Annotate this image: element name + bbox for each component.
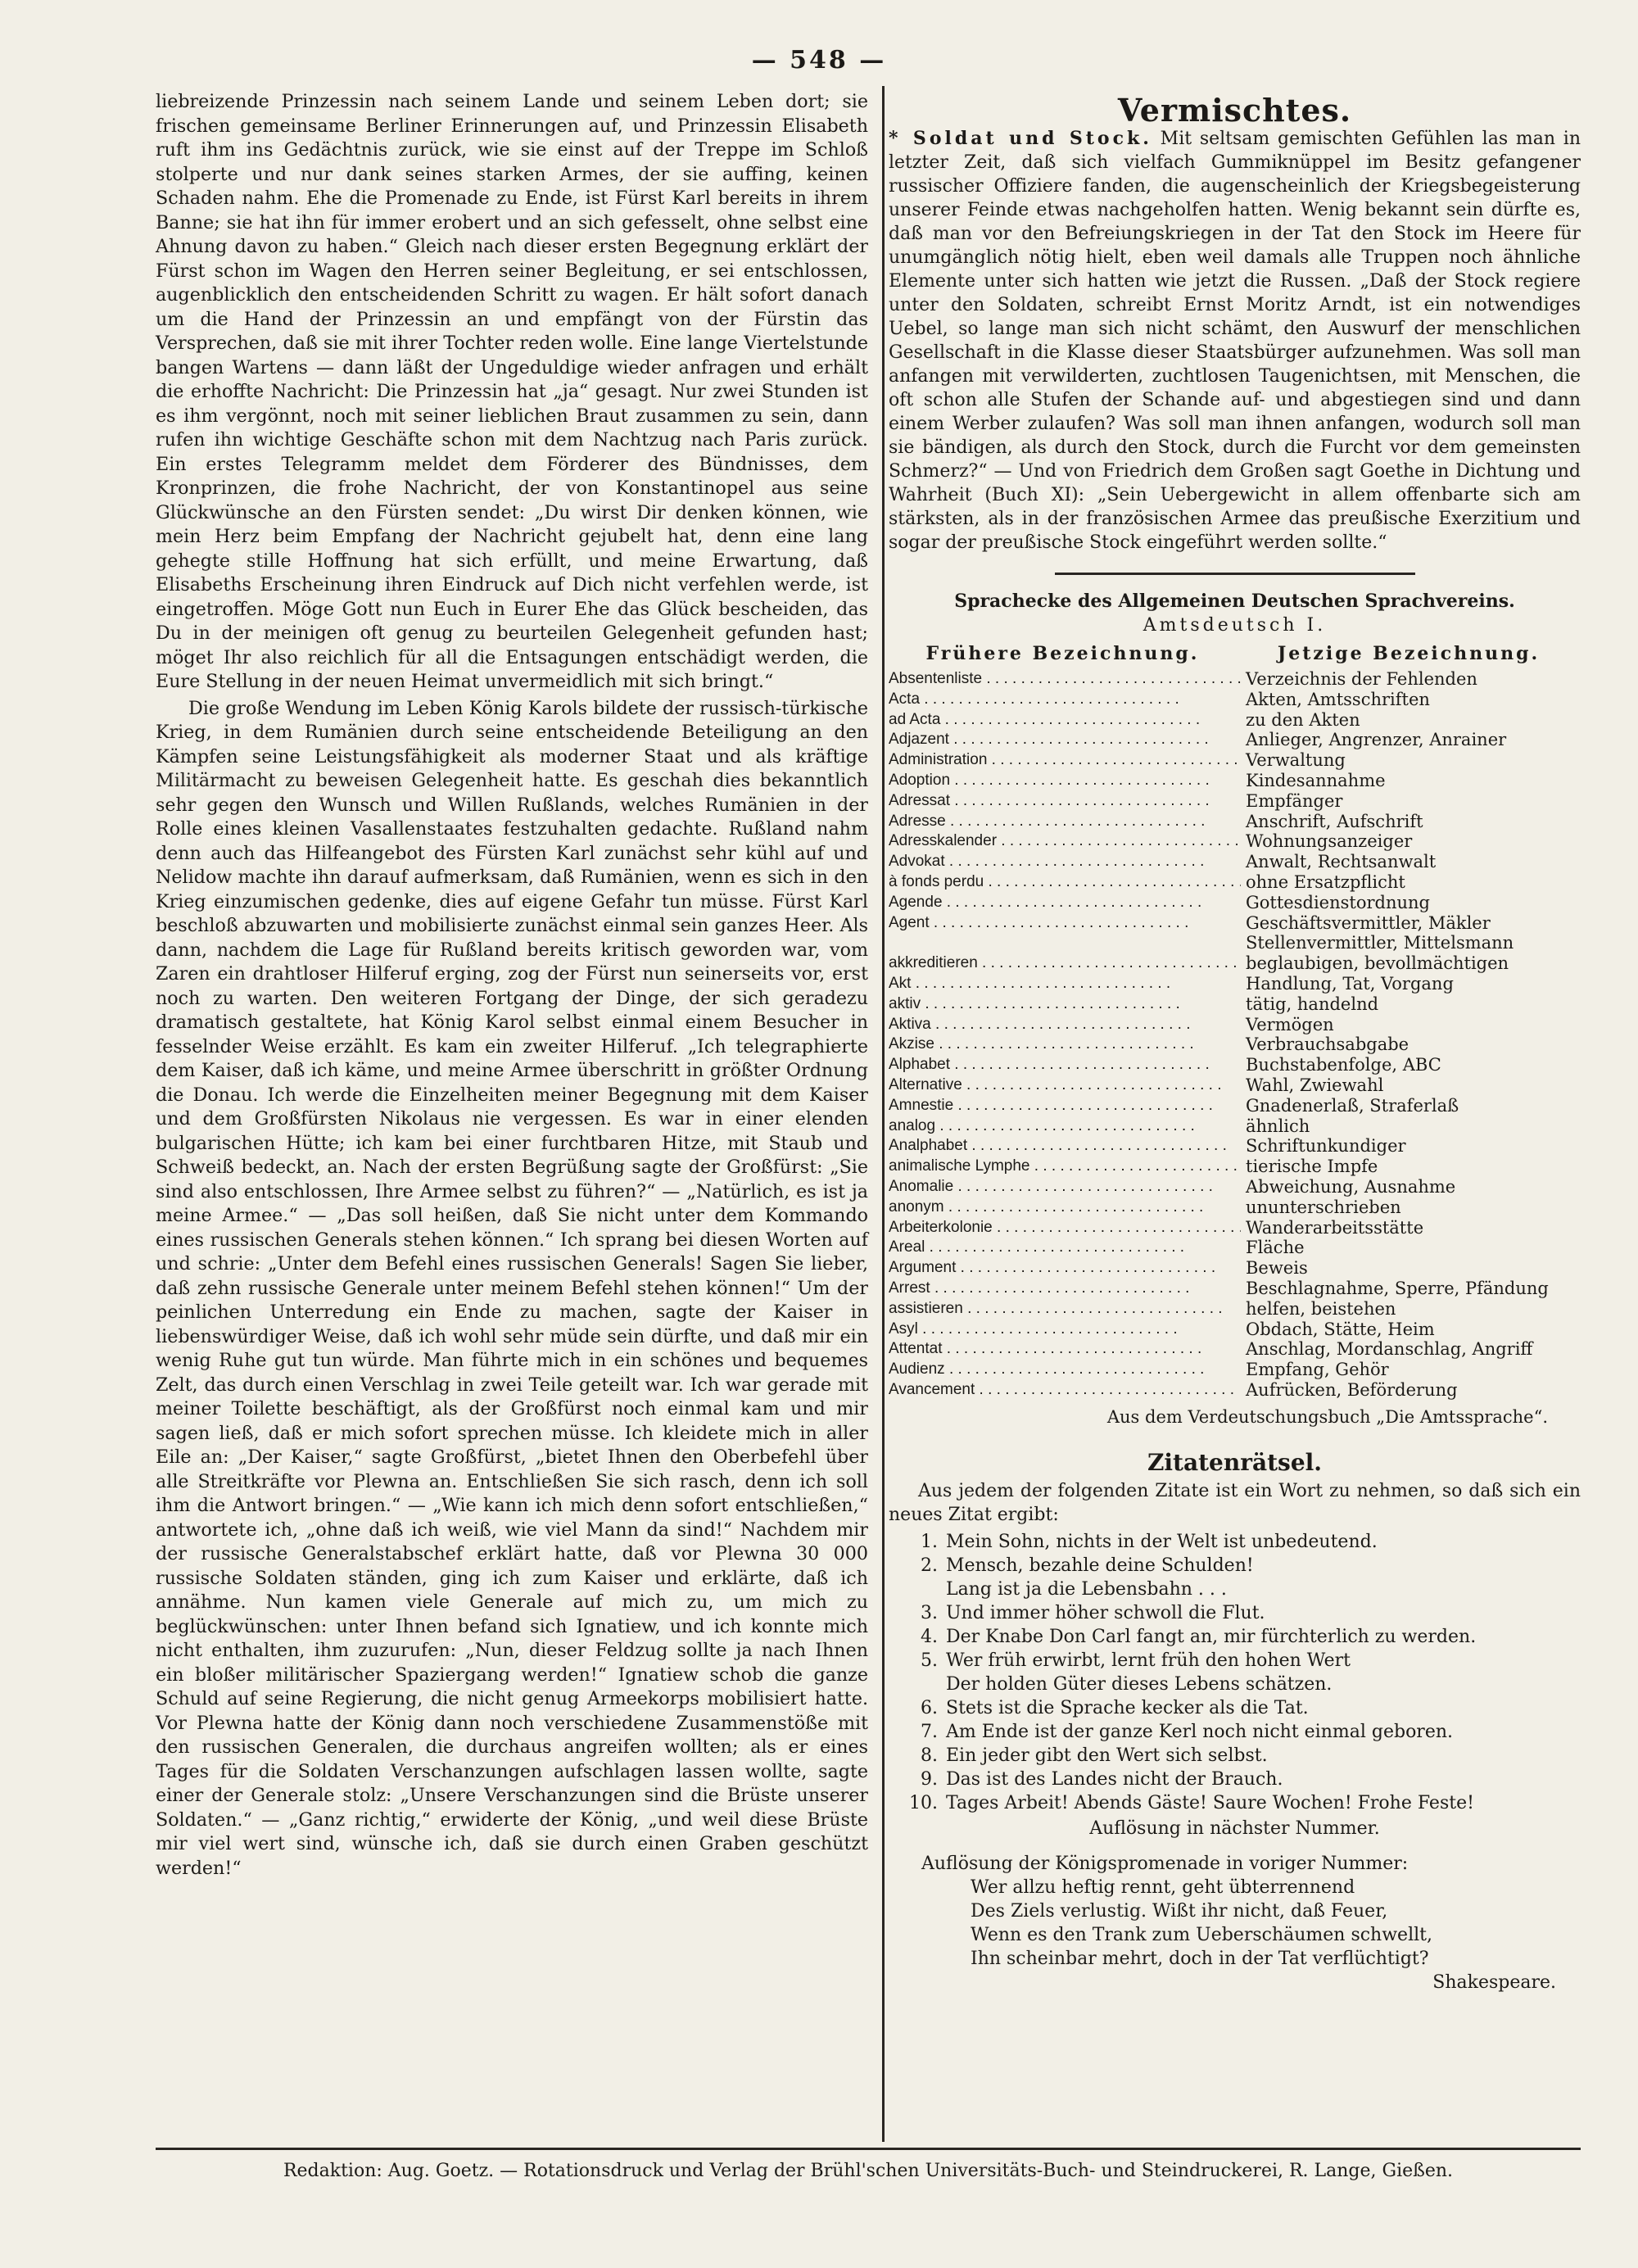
- vocab-new-term: helfen, beistehen: [1246, 1298, 1396, 1319]
- vocab-new-term: Anschlag, Mordanschlag, Angriff: [1246, 1339, 1533, 1360]
- vocab-old-term: Avancement . . .: [889, 1380, 1241, 1401]
- vermischtes-heading: Vermischtes.: [1117, 92, 1352, 129]
- vocab-new-term: Verwaltung: [1246, 750, 1346, 771]
- vocab-row: [889, 710, 1581, 731]
- article-paragraph: Die große Wendung im Leben König Karols bildete der russisch-türkische Krieg, in dem Rumänien durch seine entscheidende Beteiligung an den Kämpfen seine Leistungsfähigkeit als moderner Staat und als kräftige Militärmacht zu beweisen Gelegenheit hatte. Es geschah dies bekanntlich sehr gegen den Wunsch und Willen Rußlands, welches Rumänien in der Rolle eines kleinen Vasallenstaates festzuhalten gedachte. Rußland nahm denn auch das Hilfeangebot des Fürsten Karl zunächst sehr kühl auf und Nelidow machte ihn darauf aufmerksam, daß Rumänien, wenn es sich in den Krieg einzumischen gedenke, dies auf eigene Gefahr tun müsse. Fürst Karl beschloß abzuwarten und mobilisierte zunächst einmal sein ganzes Heer. Als dann, nachdem die Lage für Rußland bereits kritisch geworden war, vom Zaren ein drahtloser Hilferuf erging, zog der Fürst nun seinerseits vor, erst noch zu warten. Den weiteren Fortgang der Dinge, der sich geradezu dramatisch gestaltete, hat König Karol selbst einmal einem Besucher in fesselnder Weise erzählt. Es kam ein zweiter Hilferuf. „Ich telegraphierte dem Kaiser, daß ich käme, und meine Armee überschritt in größter Ordnung die Donau. Ich werde die Einzelheiten meiner Begegnung mit dem Kaiser und dem Großfürsten Nikolaus nie vergessen. Es war in einer elenden bulgarischen Hütte; ich kam bei einer furchtbaren Hitze, mit Staub und Schweiß bedeckt, an. Nach der ersten Begrüßung sagte der Großfürst: „Sie sind also entschlossen, Ihre Armee selbst zu führen?“ — „Natürlich, es ist ja meine Armee.“ — „Das soll heißen, daß Sie nicht unter dem Kommando eines russischen Generals stehen können.“ Ich sprang bei diesen Worten auf und schrie: „Unter dem Befehl eines russischen Generals! Sagen Sie lieber, daß zehn russische Generale unter meinem Befehl stehen können!“ Um der peinlichen Unterredung ein Ende zu machen, sagte der Kaiser in liebenswürdiger Weise, daß ich wohl sehr müde sein dürfte, und daß mir ein wenig Ruhe gut tun würde. Man führte mich in ein schönes und bequemes Zelt, das durch einen Verschlag in zwei Teile geteilt war. Ich war gerade mit meiner Toilette beschäftigt, als der Großfürst noch einmal kam und mir sagen ließ, daß er mich sofort sprechen müsse. Ich kleidete mich in aller Eile an: „Der Kaiser,“ sagte Großfürst, „bietet Ihnen den Oberbefehl über alle Streitkräfte vor Plewna an. Entschließen Sie sich rasch, denn ich soll ihm die Antwort bringen.“ — „Wie kann ich mich denn sofort entschließen,“ antwortete ich, „ohne daß ich weiß, wie viel Mann da sind!“ Nachdem mir der russische Generalstabschef erklärt hatte, daß vor Plewna 30 000 russische Soldaten ständen, ging ich zum Kaiser und erklärte, daß ich annähme. Nun kamen viele Generale auf mich zu, um mich zu beglückwünschen: unter Ihnen befand sich Ignatiew, und ich konnte mich nicht enthalten, ihm zuzurufen: „Nun, dieser Feldzug sollte ja nach Ihnen ein bloßer militärischer Spaziergang werden!“ Ignatiew schob die ganze Schuld auf seine Regierung, die nicht genug Armeekorps mobilisiert hatte. Vor Plewna hatte der König dann noch verschiedene Zusammenstöße mit den russischen Generalen, die durchaus angreifen wollten; als er eines Tages für die Soldaten Verschanzungen aufschlagen lassen wollte, sagte einer der Generale stolz: „Unsere Verschanzungen sind die Brüste unserer Soldaten.“ — „Ganz richtig,“ erwiderte der König, „und weil diese Brüste mir viel wert sind, wünsche ich, daß sie durch einen Graben geschützt werden!“: [156, 697, 868, 1879]
- vocab-old-term: Arrest . . .: [889, 1279, 1241, 1299]
- vocab-new-term: Vermögen: [1246, 1014, 1334, 1034]
- vocab-table: [889, 669, 1581, 1401]
- vocab-old-term: Agende . . .: [889, 893, 1241, 913]
- vocab-new-term: ähnlich: [1246, 1116, 1310, 1136]
- vocab-old-term: Adjazent . . .: [889, 730, 1241, 750]
- column-header-old: Frühere Bezeichnung.: [925, 643, 1200, 664]
- vermischtes-body: Mit seltsam gemischten Gefühlen las man in letzter Zeit, daß sich vielfach Gummiknüppel im Besitz gefangener russischer Offiziere fanden, die augenscheinlich der Kriegsbegeisterung unserer Feinde etwas nachgeholfen hatten. Wenig bekannt sein dürfte es, daß man vor den Befreiungskriegen in der Tat den Stock im Heere für unumgänglich nötig hielt, eben weil damals alle Truppen noch ähnliche Elemente unter sich hatten wie jetzt die Russen. „Daß der Stock regiere unter den Soldaten, schreibt Ernst Moritz Arndt, ist ein notwendiges Uebel, so lange man sich nicht schämt, den Auswurf der menschlichen Gesellschaft in die Klasse dieser Staatsbürger aufzunehmen. Was soll man anfangen mit verwilderten, zuchtlosen Taugenichtsen, mit Menschen, die oft schon alle Stufen der Schande auf- und abgestiegen sind und dann einem Werber zulaufen? Was soll man ihnen anfangen, wodurch soll man sie bändigen, als durch den Stock, durch die Furcht vor dem gemeinsten Schmerz?“ — Und von Friedrich dem Großen sagt Goethe in Dichtung und Wahrheit (Buch XI): „Sein Uebergewicht in allem offenbarte sich am stärksten, als in der französischen Armee das preußische Exerzitium und sogar der preußische Stock eingeführt werden sollte.“: [889, 129, 1581, 553]
- quote-text: Wer früh erwirbt, lernt früh den hohen Wert: [946, 1650, 1351, 1671]
- quote-text: Ein jeder gibt den Wert sich selbst.: [946, 1745, 1268, 1766]
- vocab-old-term: animalische Lymphe . . .: [889, 1157, 1241, 1177]
- quote-item: [889, 1768, 1581, 1791]
- vocab-new-term: beglaubigen, bevollmächtigen: [1246, 953, 1509, 974]
- quote-text: Am Ende ist der ganze Kerl noch nicht einmal geboren.: [946, 1721, 1454, 1742]
- footer-divider: [156, 2148, 1581, 2150]
- quote-list: [889, 1530, 1581, 1815]
- vocab-new-term: Verbrauchsabgabe: [1246, 1034, 1409, 1055]
- sprachecke-subheading: Amtsdeutsch I.: [1143, 615, 1327, 636]
- quote-number: 6.: [921, 1697, 938, 1718]
- article-paragraph: liebreizende Prinzessin nach seinem Lande und seinem Leben dort; sie frischen gemeinsame Berliner Erinnerungen auf, und Prinzessin Elisabeth ruft ihm ins Gedächtnis zurück, wie sie einst auf der Treppe im Schloß stolperte und nur dank seines starken Armes, der sie auffing, keinen Schaden nahm. Ehe die Promenade zu Ende, ist Fürst Karl bereits in ihrem Banne; sie hat ihn für immer erobert und an sich gefesselt, ohne selbst eine Ahnung davon zu haben.“ Gleich nach dieser ersten Begegnung erklärt der Fürst schon im Wagen den Herren seiner Begleitung, er sei entschlossen, augenblicklich den entscheidenden Schritt zu wagen. Er hält sofort danach um die Hand der Prinzessin an und empfängt von der Fürstin das Versprechen, daß sie mit ihrer Tochter reden wolle. Eine lange Viertelstunde bangen Wartens — dann läßt der Ungeduldige wieder anfragen und erhält die erhoffte Nachricht: Die Prinzessin hat „ja“ gesagt. Nur zwei Stunden ist es ihm vergönnt, noch mit seiner lieblichen Braut zusammen zu sein, dann rufen ihn wichtige Geschäfte schon mit dem Nachtzug nach Paris zurück. Ein erstes Telegramm meldet dem Förderer des Bündnisses, dem Kronprinzen, die frohe Nachricht, der von Konstantinopel aus seine Glückwünsche an den Fürsten sendet: „Du wirst Dir denken können, wie mein Herz beim Empfang der Nachricht gejubelt hat, denn eine lang gehegte stille Hoffnung hat sich erfüllt, und meine Erwartung, daß Elisabeths Erscheinung ihren Eindruck auf Dich nicht verfehlen werde, ist eingetroffen. Möge Gott nun Euch in Eurer Ehe das Glück bescheiden, das Du in der meinigen oft genug zu beurteilen Gelegenheit gefunden hast; möget Ihr also reichlich für all die Entsagungen entschädigt werden, die Eure Stellung in der neuen Heimat unvermeidlich mit sich bringt.“: [156, 91, 868, 692]
- vocab-row: [889, 669, 1581, 690]
- vocab-old-term: Argument . . .: [889, 1258, 1241, 1279]
- solution-title: Auflösung der Königspromenade in voriger Nummer:: [921, 1853, 1409, 1874]
- vocab-new-term: Fläche: [1246, 1238, 1305, 1258]
- vocab-old-term: Attentat . . .: [889, 1339, 1241, 1360]
- vocab-new-term: Geschäftsvermittler, Mäkler: [1246, 912, 1491, 933]
- quote-number: 5.: [921, 1650, 938, 1671]
- zitatenraetsel-heading: Zitatenrätsel.: [1147, 1448, 1323, 1476]
- vocab-row: [889, 690, 1581, 710]
- quote-number: 9.: [921, 1768, 938, 1790]
- vocab-new-term: Wahl, Zwiewahl: [1246, 1075, 1384, 1095]
- vocab-old-term: Audienz . . .: [889, 1360, 1241, 1380]
- vocab-old-term: Amnestie . . .: [889, 1096, 1241, 1116]
- vocab-new-term: Beschlagnahme, Sperre, Pfändung: [1246, 1278, 1549, 1298]
- right-column: [889, 92, 1581, 1994]
- quote-item: [889, 1696, 1581, 1720]
- quote-continuation: Der holden Güter dieses Lebens schätzen.: [946, 1673, 1333, 1695]
- vocab-old-term: Analphabet . . .: [889, 1136, 1241, 1157]
- quote-text: Und immer höher schwoll die Flut.: [946, 1602, 1265, 1623]
- page-number: — 548 —: [751, 46, 887, 75]
- solution-line: Wer allzu heftig rennt, geht übterrennend: [971, 1876, 1355, 1898]
- vocab-old-term: akkreditieren . . .: [889, 953, 1241, 974]
- vocab-row: [889, 1197, 1581, 1218]
- vocab-new-term: Gnadenerlaß, Straferlaß: [1246, 1095, 1459, 1116]
- vocab-row: [889, 1034, 1581, 1055]
- quote-text: Mein Sohn, nichts in der Welt ist unbedeutend.: [946, 1531, 1378, 1552]
- vocab-new-term: Verzeichnis der Fehlenden: [1246, 669, 1477, 689]
- vocab-old-term: ad Acta . . .: [889, 710, 1241, 731]
- vocab-row: [889, 1096, 1581, 1116]
- column-header-new: Jetzige Bezeichnung.: [1277, 643, 1541, 664]
- left-column: [156, 90, 868, 1881]
- solution-block: [921, 1852, 1581, 1994]
- vocab-source: Aus dem Verdeutschungsbuch „Die Amtssprache“.: [1106, 1406, 1548, 1427]
- vocab-new-term: Aufrücken, Beförderung: [1246, 1379, 1458, 1400]
- sprachecke-heading: Sprachecke des Allgemeinen Deutschen Sprachvereins.: [954, 591, 1515, 612]
- quote-number: 3.: [921, 1602, 938, 1623]
- quote-text: Das ist des Landes nicht der Brauch.: [946, 1768, 1283, 1790]
- vocab-old-term: Areal . . .: [889, 1238, 1241, 1258]
- vocab-row: [889, 994, 1581, 1015]
- vocab-row: [889, 1055, 1581, 1075]
- vocab-new-term: ohne Ersatzpflicht: [1246, 871, 1405, 892]
- quote-item: [889, 1601, 1581, 1625]
- section-divider: [1055, 573, 1415, 575]
- vocab-table-header: [889, 642, 1581, 666]
- vocab-row: [889, 852, 1581, 872]
- vocab-row: [889, 730, 1581, 750]
- vocab-row: [889, 831, 1581, 852]
- solution-line: Wenn es den Trank zum Ueberschäumen schwellt,: [971, 1924, 1432, 1945]
- vocab-old-term: Adressat . . .: [889, 791, 1241, 812]
- vocab-row: [889, 1157, 1581, 1177]
- vermischtes-text: [889, 127, 1581, 555]
- vocab-new-term: Stellenvermittler, Mittelsmann: [1246, 933, 1514, 953]
- vocab-old-term: aktiv . . .: [889, 994, 1241, 1015]
- vocab-new-term: Beweis: [1246, 1258, 1308, 1279]
- quote-item: [889, 1720, 1581, 1744]
- vocab-new-term: tätig, handelnd: [1246, 994, 1379, 1014]
- imprint-footer: Redaktion: Aug. Goetz. — Rotationsdruck und Verlag der Brühl'schen Universitäts-Buch- und Steindruckerei, R. Lange, Gießen.: [283, 2161, 1454, 2181]
- vocab-row: [889, 1116, 1581, 1137]
- vocab-old-term: Adoption . . .: [889, 771, 1241, 791]
- quote-number: 8.: [921, 1745, 938, 1766]
- vocab-old-term: Anomalie . . .: [889, 1177, 1241, 1197]
- vocab-old-term: [889, 933, 1241, 953]
- vocab-old-term: Akzise . . .: [889, 1034, 1241, 1055]
- quote-number: 10.: [909, 1792, 938, 1813]
- quote-item: [889, 1649, 1581, 1673]
- vocab-row: [889, 1279, 1581, 1299]
- quote-number: 7.: [921, 1721, 938, 1742]
- next-issue-note: Auflösung in nächster Nummer.: [1089, 1818, 1380, 1839]
- column-divider: [882, 86, 885, 2142]
- quote-number: 1.: [921, 1531, 938, 1552]
- vocab-old-term: à fonds perdu . . .: [889, 872, 1241, 893]
- vocab-row: [889, 933, 1581, 953]
- solution-line: Ihn scheinbar mehrt, doch in der Tat verflüchtigt?: [971, 1948, 1429, 1969]
- vocab-new-term: Buchstabenfolge, ABC: [1246, 1055, 1441, 1075]
- vocab-row: [889, 913, 1581, 934]
- vocab-new-term: zu den Akten: [1246, 709, 1360, 730]
- vocab-new-term: Wohnungsanzeiger: [1246, 831, 1413, 852]
- vocab-row: [889, 974, 1581, 994]
- vocab-new-term: Akten, Amtsschriften: [1246, 689, 1430, 709]
- vocab-row: [889, 1339, 1581, 1360]
- vocab-row: [889, 1380, 1581, 1401]
- vocab-row: [889, 1360, 1581, 1380]
- vocab-row: [889, 1320, 1581, 1340]
- vocab-old-term: Agent . . .: [889, 913, 1241, 934]
- vocab-old-term: Alphabet . . .: [889, 1055, 1241, 1075]
- vocab-old-term: Arbeiterkolonie . . .: [889, 1218, 1241, 1238]
- vocab-old-term: Alternative . . .: [889, 1075, 1241, 1096]
- quote-text: Stets ist die Sprache kecker als die Tat.: [946, 1697, 1309, 1718]
- vocab-new-term: Empfänger: [1246, 790, 1343, 811]
- vocab-row: [889, 812, 1581, 832]
- quote-text: Der Knabe Don Carl fangt an, mir fürchterlich zu werden.: [946, 1626, 1477, 1647]
- quote-item: [889, 1530, 1581, 1554]
- quote-number: 2.: [921, 1555, 938, 1576]
- vocab-old-term: Acta . . .: [889, 690, 1241, 710]
- vocab-new-term: Handlung, Tat, Vorgang: [1246, 973, 1454, 994]
- vocab-new-term: Obdach, Stätte, Heim: [1246, 1319, 1435, 1339]
- vocab-row: [889, 1075, 1581, 1096]
- vocab-new-term: Anwalt, Rechtsanwalt: [1246, 852, 1437, 872]
- vocab-old-term: Absentenliste . . .: [889, 669, 1241, 690]
- vocab-old-term: anonym . . .: [889, 1197, 1241, 1218]
- vermischtes-lead: * Soldat und Stock.: [889, 128, 1152, 149]
- vocab-new-term: Abweichung, Ausnahme: [1246, 1176, 1456, 1197]
- vocab-row: [889, 1258, 1581, 1279]
- quote-number: 4.: [921, 1626, 938, 1647]
- vocab-new-term: tierische Impfe: [1246, 1157, 1378, 1177]
- vocab-old-term: analog . . .: [889, 1116, 1241, 1137]
- vocab-row: [889, 1177, 1581, 1197]
- vocab-row: [889, 1136, 1581, 1157]
- vocab-old-term: Adresse . . .: [889, 812, 1241, 832]
- vocab-old-term: Advokat . . .: [889, 852, 1241, 872]
- vocab-row: [889, 953, 1581, 974]
- vocab-row: [889, 1299, 1581, 1320]
- vocab-old-term: Akt . . .: [889, 974, 1241, 994]
- vocab-old-term: Asyl . . .: [889, 1320, 1241, 1340]
- vocab-new-term: Kindesannahme: [1246, 770, 1386, 790]
- quote-text: Tages Arbeit! Abends Gäste! Saure Wochen! Frohe Feste!: [946, 1792, 1474, 1813]
- vocab-row: [889, 1238, 1581, 1258]
- vocab-row: [889, 750, 1581, 771]
- quote-text: Mensch, bezahle deine Schulden!: [946, 1555, 1254, 1576]
- vocab-new-term: Empfang, Gehör: [1246, 1360, 1389, 1380]
- vocab-old-term: Aktiva . . .: [889, 1015, 1241, 1035]
- quote-item: [889, 1554, 1581, 1578]
- vocab-row: [889, 1015, 1581, 1035]
- vocab-new-term: Gottesdienstordnung: [1246, 892, 1430, 912]
- vocab-old-term: Administration . . .: [889, 750, 1241, 771]
- quote-item: [889, 1791, 1581, 1815]
- vocab-row: [889, 893, 1581, 913]
- solution-line: Des Ziels verlustig. Wißt ihr nicht, daß Feuer,: [971, 1900, 1388, 1922]
- quote-item: [889, 1744, 1581, 1768]
- vocab-old-term: Adresskalender . . .: [889, 831, 1241, 852]
- zitatenraetsel-intro: Aus jedem der folgenden Zitate ist ein Wort zu nehmen, so daß sich ein neues Zitat ergibt:: [889, 1480, 1581, 1525]
- vocab-new-term: ununterschrieben: [1246, 1197, 1401, 1217]
- vocab-new-term: Anschrift, Aufschrift: [1246, 811, 1423, 831]
- vocab-row: [889, 872, 1581, 893]
- vocab-new-term: Anlieger, Angrenzer, Anrainer: [1246, 730, 1507, 750]
- vocab-new-term: Schriftunkundiger: [1246, 1136, 1406, 1157]
- vocab-old-term: assistieren . . .: [889, 1299, 1241, 1320]
- vocab-new-term: Wanderarbeitsstätte: [1246, 1217, 1424, 1238]
- quote-item: [889, 1625, 1581, 1649]
- quote-continuation: Lang ist ja die Lebensbahn . . .: [946, 1578, 1227, 1600]
- solution-author: Shakespeare.: [1432, 1971, 1556, 1993]
- vocab-row: [889, 771, 1581, 791]
- vocab-row: [889, 1218, 1581, 1238]
- vocab-row: [889, 791, 1581, 812]
